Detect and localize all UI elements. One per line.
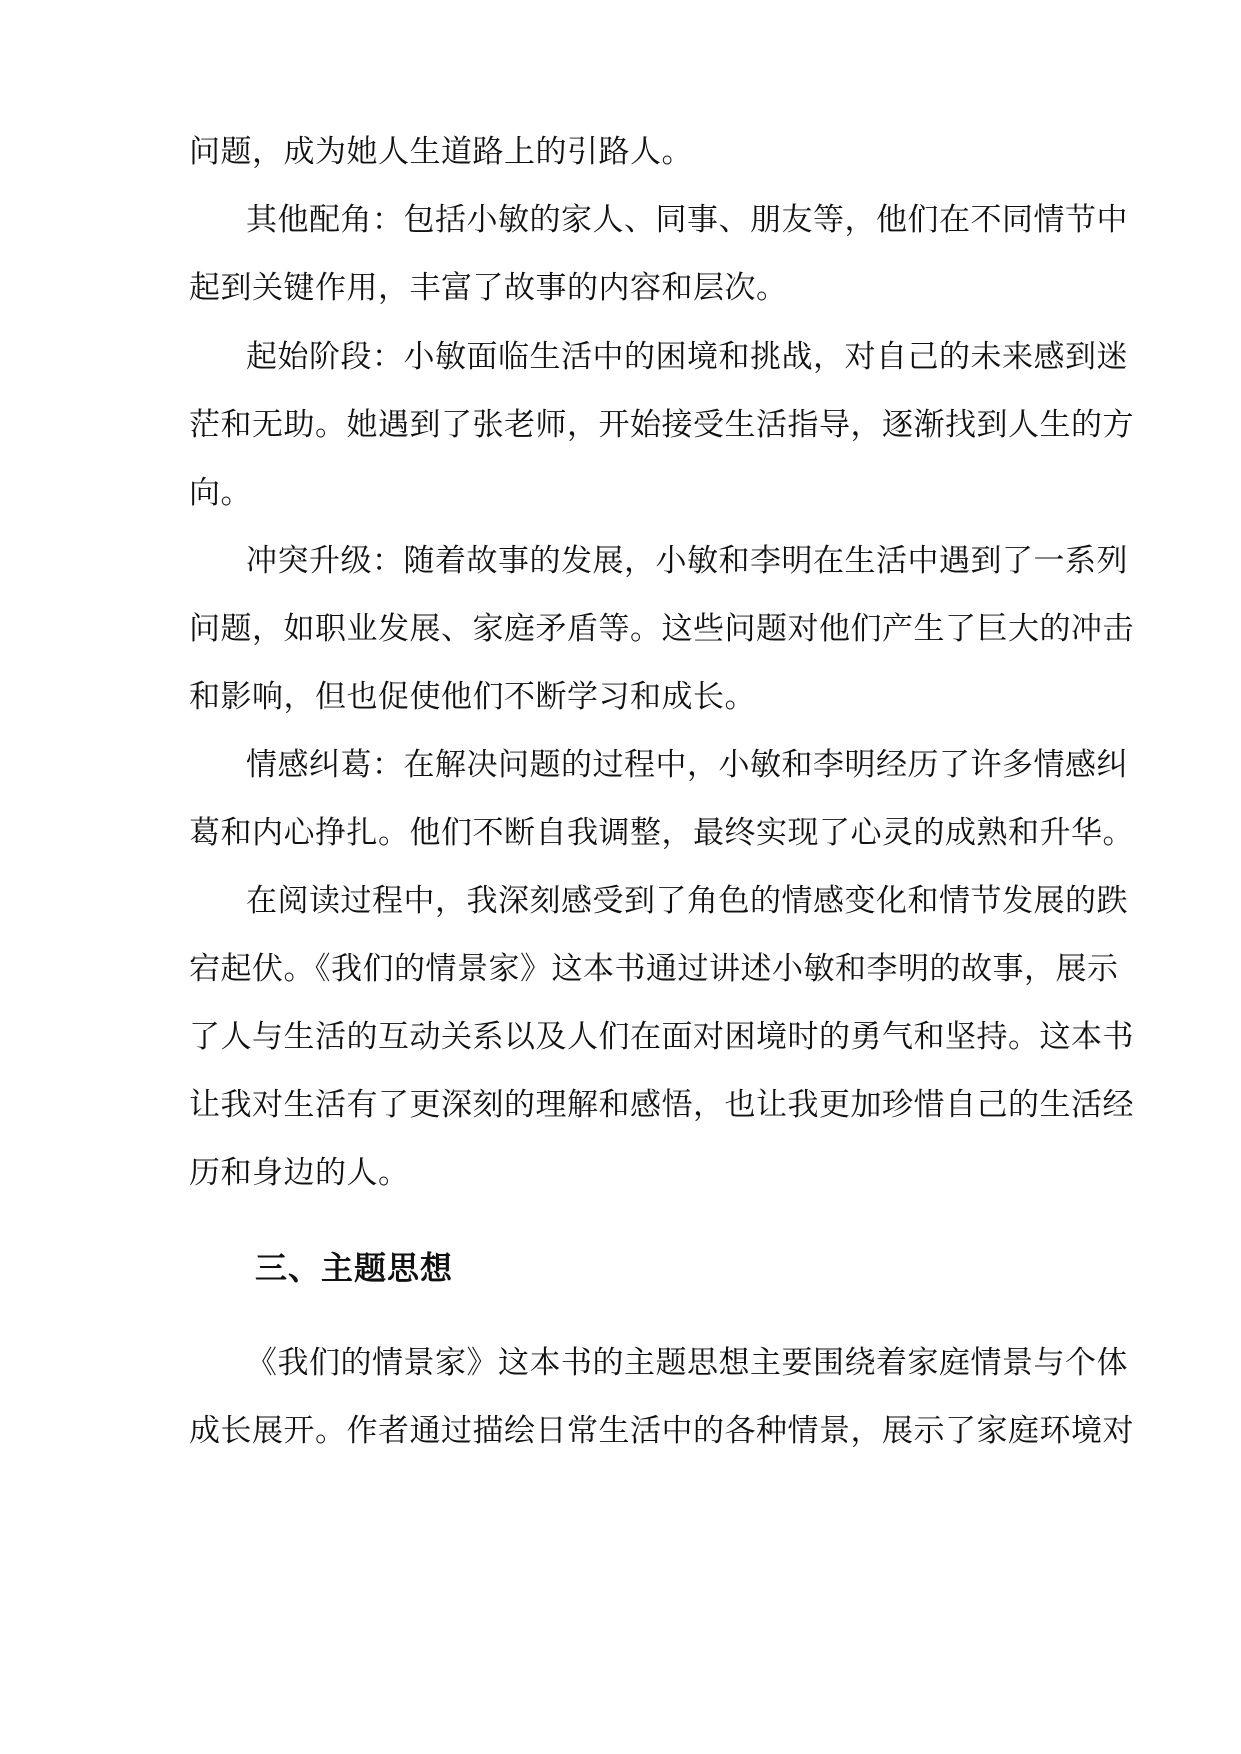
paragraph-line: 向。 (189, 475, 252, 511)
paragraph-line: 起到关键作用，丰富了故事的内容和层次。 (189, 270, 788, 306)
paragraph-line: 问题，成为她人生道路上的引路人。 (189, 134, 693, 170)
paragraph-line: 其他配角：包括小敏的家人、同事、朋友等，他们在不同情节中 (246, 202, 1128, 238)
paragraph-line: 问题，如职业发展、家庭矛盾等。这些问题对他们产生了巨大的冲击 (189, 611, 1134, 647)
paragraph-line: 起始阶段：小敏面临生活中的困境和挑战，对自己的未来感到迷 (246, 339, 1128, 375)
paragraph-line: 宕起伏。《我们的情景家》这本书通过讲述小敏和李明的故事，展示 (189, 951, 1119, 987)
paragraph-line: 冲突升级：随着故事的发展，小敏和李明在生活中遇到了一系列 (246, 543, 1128, 579)
paragraph-line: 历和身边的人。 (189, 1155, 410, 1191)
paragraph-line: 让我对生活有了更深刻的理解和感悟，也让我更加珍惜自己的生活经 (189, 1087, 1134, 1123)
paragraph-line: 了人与生活的互动关系以及人们在面对困境时的勇气和坚持。这本书 (189, 1019, 1134, 1055)
paragraph-line: 情感纠葛：在解决问题的过程中，小敏和李明经历了许多情感纠 (246, 747, 1128, 783)
section-heading: 三、主题思想 (255, 1249, 454, 1287)
paragraph-line: 成长展开。作者通过描绘日常生活中的各种情景，展示了家庭环境对 (189, 1413, 1134, 1449)
paragraph-line: 《我们的情景家》这本书的主题思想主要围绕着家庭情景与个体 (246, 1345, 1128, 1381)
paragraph-line: 葛和内心挣扎。他们不断自我调整，最终实现了心灵的成熟和升华。 (189, 815, 1134, 851)
paragraph-line: 茫和无助。她遇到了张老师，开始接受生活指导，逐渐找到人生的方 (189, 407, 1134, 443)
paragraph-line: 在阅读过程中，我深刻感受到了角色的情感变化和情节发展的跌 (246, 883, 1128, 919)
paragraph-line: 和影响，但也促使他们不断学习和成长。 (189, 679, 756, 715)
